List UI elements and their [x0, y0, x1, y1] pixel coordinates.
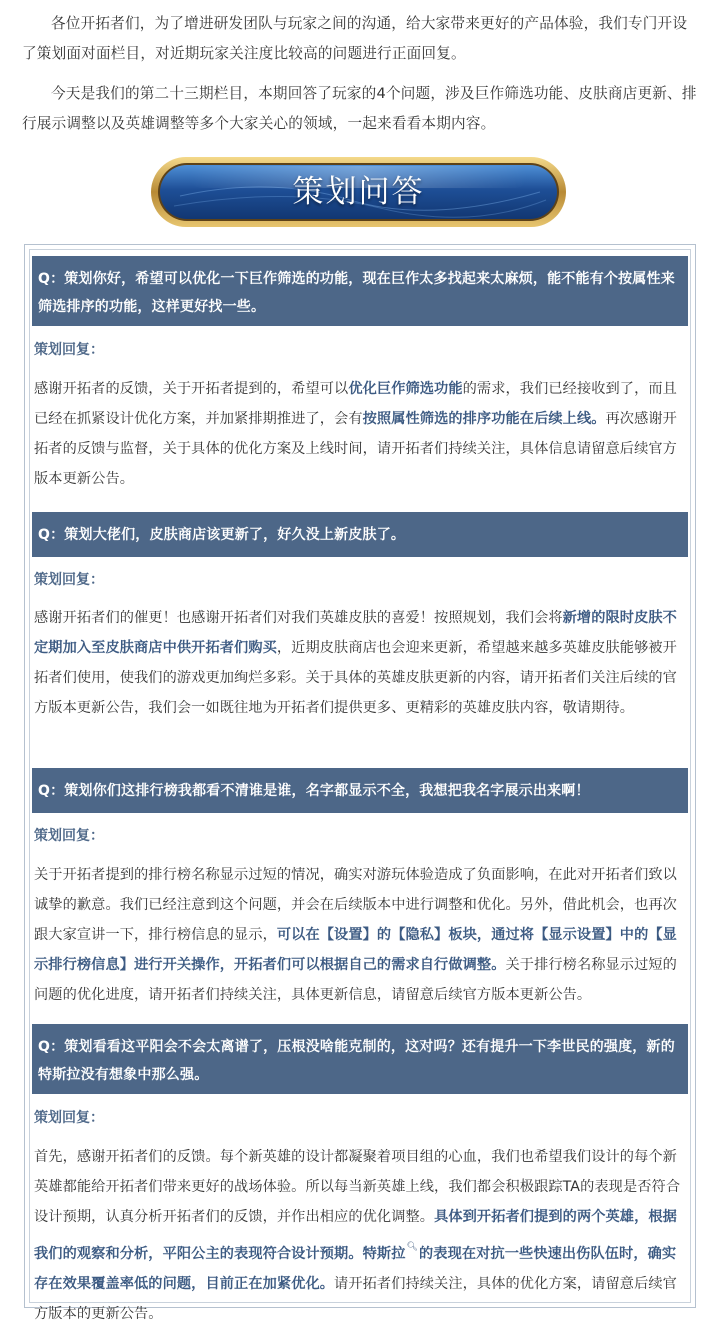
- question-2: Q：策划大佬们，皮肤商店该更新了，好久没上新皮肤了。: [32, 512, 688, 557]
- answer-2: 感谢开拓者们的催更！也感谢开拓者们对我们英雄皮肤的喜爱！按照规划，我们会将新增的限时皮肤不定期加入至皮肤商店中供开拓者们购买，近期皮肤商店也会迎来更新，希望越来越多英雄皮肤能够被开拓者们使用，使我们的游戏更加绚烂多彩。关于具体的英雄皮肤更新的内容，请开拓者们关注后续的官方版本更新公告，我们会一如既往地为开拓者们提供更多、更精彩的英雄皮肤内容，敬请期待。: [34, 610, 677, 716]
- answer-4: 首先，感谢开拓者们的反馈。每个新英雄的设计都凝聚着项目组的心血，我们也希望我们设计的每个新英雄都能给开拓者们带来更好的战场体验。所以每当新英雄上线，我们都会积极跟踪TA的表现是否符合设计预期，认真分析开拓者们的反馈，并作出相应的优化调整。具体到开拓者们提到的两个英雄，根据我们的观察和分析，平阳公主的表现符合设计预期。特斯拉🔍︎的表现在对抗一些快速出伤队伍时，确实存在效果覆盖率低的问题，目前正在加紧优化。请开拓者们持续关注，具体的优化方案，请留意后续官方版本的更新公告。: [34, 1149, 681, 1322]
- answer-1: 感谢开拓者的反馈，关于开拓者提到的，希望可以优化巨作筛选功能的需求，我们已经接收到了，而且已经在抓紧设计优化方案，并加紧排期推进了，会有按照属性筛选的排序功能在后续上线。再次感谢开拓者的反馈与监督，关于具体的优化方案及上线时间，请开拓者们持续关注，具体信息请留意后续官方版本更新公告。: [34, 381, 677, 487]
- intro-paragraph-1: 各位开拓者们，为了增进研发团队与玩家之间的沟通，给大家带来更好的产品体验，我们专门开设了策划面对面栏目，对近期玩家关注度比较高的问题进行正面回复。: [22, 15, 688, 62]
- answer-4-highlight-2: 的表现在对抗一些快速出伤队伍时，确实存在效果覆盖率低的问题，目前正在加紧优化。: [34, 1246, 677, 1292]
- answer-1-highlight-1: 优化巨作筛选功能: [348, 381, 463, 397]
- search-icon[interactable]: 🔍︎: [406, 1242, 419, 1252]
- intro-paragraph-2: 今天是我们的第二十三期栏目，本期回答了玩家的4个问题，涉及巨作筛选功能、皮肤商店更新、排行展示调整以及英雄调整等多个大家关心的领域，一起来看看本期内容。: [22, 85, 697, 132]
- answer-3: 关于开拓者提到的排行榜名称显示过短的情况，确实对游玩体验造成了负面影响，在此对开拓者们致以诚挚的歉意。我们已经注意到这个问题，并会在后续版本中进行调整和优化。另外，借此机会，也再次跟大家宣讲一下，排行榜信息的显示，可以在【设置】的【隐私】板块，通过将【显示设置】中的【显示排行榜信息】进行开关操作，开拓者们可以根据自己的需求自行做调整。关于排行榜名称显示过短的问题的优化进度，请开拓者们持续关注，具体更新信息，请留意后续官方版本更新公告。: [34, 867, 677, 1003]
- question-4: Q：策划看看这平阳会不会太离谱了，压根没啥能克制的，这对吗？还有提升一下李世民的强度，新的特斯拉没有想象中那么强。: [32, 1024, 688, 1094]
- question-1: Q：策划你好，希望可以优化一下巨作筛选的功能，现在巨作太多找起来太麻烦，能不能有个按属性来筛选排序的功能，这样更好找一些。: [32, 256, 688, 326]
- reply-label-4: 策划回复：: [34, 1110, 104, 1126]
- answer-4-highlight-1: 具体到开拓者们提到的两个英雄，根据我们的观察和分析，平阳公主的表现符合设计预期。特斯拉: [34, 1209, 677, 1262]
- reply-label-2: 策划回复：: [34, 572, 104, 588]
- question-3: Q：策划你们这排行榜我都看不清谁是谁，名字都显示不全，我想把我名字展示出来啊！: [32, 768, 688, 813]
- answer-1-highlight-2: 按照属性筛选的排序功能在后续上线。: [362, 411, 606, 427]
- reply-label-1: 策划回复：: [34, 342, 104, 358]
- banner-title: 策划问答: [292, 174, 425, 210]
- answer-2-highlight-1: 新增的限时皮肤不定期加入至皮肤商店中供开拓者们购买: [34, 610, 677, 656]
- answer-3-highlight-1: 可以在【设置】的【隐私】板块，通过将【显示设置】中的【显示排行榜信息】进行开关操作，开拓者们可以根据自己的需求自行做调整。: [34, 927, 677, 973]
- section-banner: [150, 156, 567, 230]
- reply-label-3: 策划回复：: [34, 828, 104, 844]
